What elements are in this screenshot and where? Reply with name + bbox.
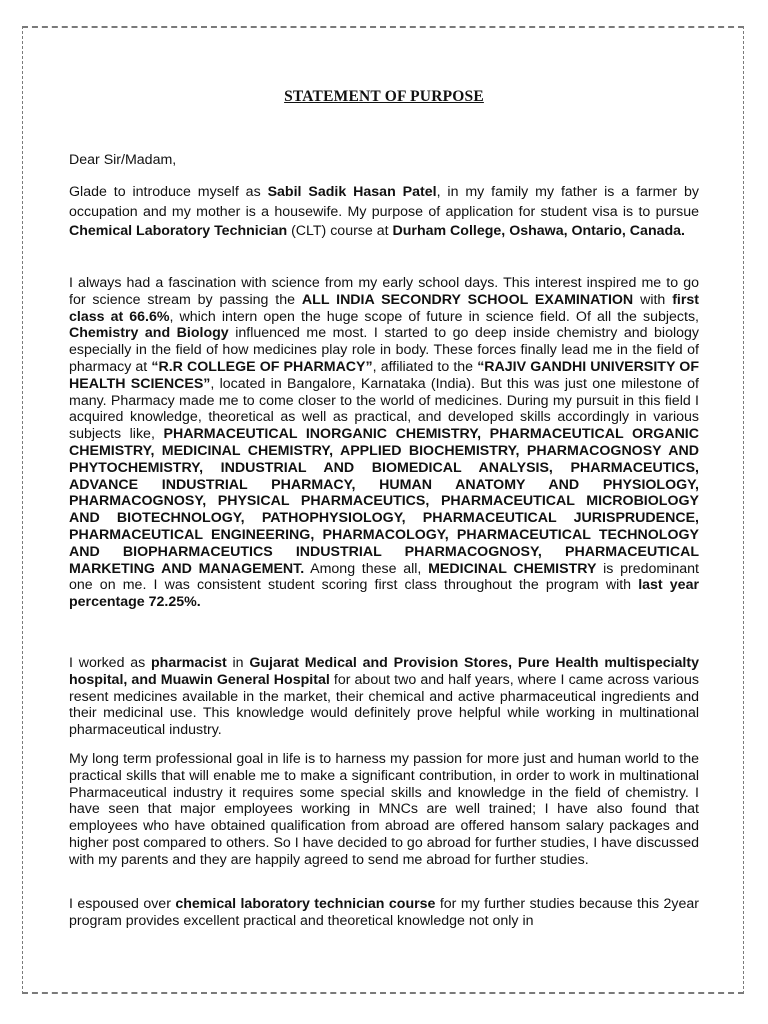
bold-text-run: first class at 66.6% [69,291,699,325]
text-run: is predominant one on me. I was consistent student scoring first class throughout the program with [69,560,699,594]
bold-text-run: ALL INDIA SECONDRY SCHOOL EXAMINATION [301,291,634,308]
text-run: in [226,655,250,671]
bold-text-run: Durham College, Oshawa, Ontario, Canada. [392,223,686,240]
bold-text-run: Chemical Laboratory Technician [69,223,288,240]
paragraph-course-choice [69,896,699,930]
bold-text-run: chemical laboratory technician course [175,896,436,912]
paragraph-work-experience [69,655,699,739]
text-run: I espoused over [69,896,176,912]
bold-text-run: last year percentage 72.25%. [69,577,699,611]
text-run: Among these all, [304,560,429,577]
bold-text-run: pharmacist [151,655,227,671]
paragraph-education [69,275,699,611]
bold-text-run: PHARMACEUTICAL INORGANIC CHEMISTRY, PHARMACEUTICAL ORGANIC CHEMISTRY, MEDICINAL CHEMISTRY, APPLIED BIOCHEMISTRY, PHARMACOGNOSY AND PHYTOCHEMISTRY, INDUSTRIAL AND BIOMEDICAL ANALYSIS, PHARMACEUTICS, ADVANCE INDUSTRIAL PHARMACY, HUMAN ANATOMY AND PHYSIOLOGY, PHARMACOGNOSY, PHYSICAL PHARMACEUTICS, PHARMACEUTICAL MICROBIOLOGY AND BIOTECHNOLOGY, PATHOPHYSIOLOGY, PHARMACEUTICAL JURISPRUDENCE, PHARMACEUTICAL ENGINEERING, PHARMACOLOGY, PHARMACEUTICAL TECHNOLOGY AND BIOPHARMACEUTICS INDUSTRIAL PHARMACOGNOSY, PHARMACEUTICAL MARKETING AND MANAGEMENT. [69,426,699,577]
text-run: My long term professional goal in life is to harness my passion for more just and human world to the practical skills that will enable me to make a significant contribution, in order to work in multinational Pharmaceutical industry it requires some special skills and knowledge in the field of chemistry. I have seen that major employees working in MNCs are well trained; I have also found that employees who have obtained qualification from abroad are offered hansom salary packages and higher post compared to others. So I have decided to go abroad for further studies, I have discussed with my parents and they are happily agreed to send me abroad for further studies. [69,751,699,868]
text-run: , which intern open the huge scope of future in science field. Of all the subjects, [169,308,699,325]
text-run: for my further studies because this 2year program provides excellent practical and theoretical knowledge not only in [69,896,700,929]
paragraph-career-goal [69,751,699,869]
bold-text-run: “RAJIV GANDHI UNIVERSITY OF HEALTH SCIENCES” [69,358,699,392]
paragraph-introduction [69,183,699,242]
text-run: influenced me most. I started to go deep inside chemistry and biology especially in the field of how medicines play role in body. These forces finally lead me in the field of pharmacy at [69,325,699,375]
bold-text-run: MEDICINAL CHEMISTRY [428,560,597,577]
text-run: , affiliated to the [372,358,478,375]
document-title: STATEMENT OF PURPOSE [284,88,484,105]
text-run: I worked as [69,655,152,671]
salutation: Dear Sir/Madam, [69,152,177,168]
text-run: Glade to introduce myself as [69,184,268,200]
text-run: , located in Bangalore, Karnataka (India). But this was just one milestone of many. Pharmacy made me to come closer to the world of medicines. During my pursuit in this field I acquired knowledge, theoretical as well as practical, and developed skills accordingly in various subjects like, [69,375,699,443]
bold-text-run: Chemistry and Biology [69,325,229,342]
text-run: , in my family my father is a farmer by occupation and my mother is a housewife. My purpose of application for student visa is to pursue [69,184,699,220]
text-run: for about two and half years, where I came across various resent medicines available in the market, their chemical and active pharmaceutical ingredients and their medicinal use. This knowledge would definitely prove helpful while working in multinational pharmaceutical industry. [69,671,699,739]
bold-text-run: “R.R COLLEGE OF PHARMACY” [151,358,373,375]
text-run: (CLT) course at [287,223,393,240]
text-run: I always had a fascination with science from my early school days. This interest inspired me to go for science stream by passing the [69,275,699,308]
text-run: with [633,291,673,308]
bold-text-run: Sabil Sadik Hasan Patel [267,184,437,200]
bold-text-run: Gujarat Medical and Provision Stores, Pure Health multispecialty hospital, and Muawin General Hospital [69,655,699,688]
